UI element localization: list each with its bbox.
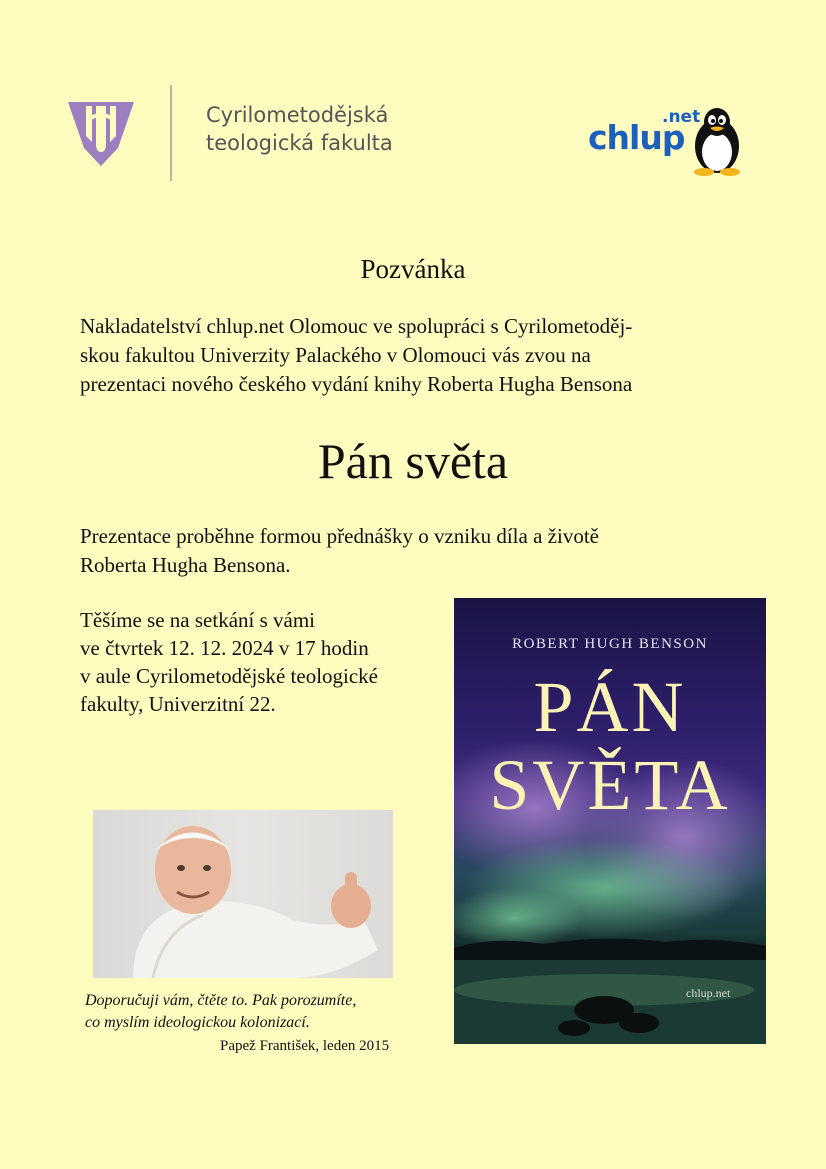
quote-line-2: co myslím ideologickou kolonizací.	[85, 1014, 310, 1031]
event-line-4: fakulty, Univerzitní 22.	[80, 692, 276, 716]
intro-paragraph	[80, 312, 760, 399]
tux-penguin-icon	[688, 106, 746, 176]
event-line-2: ve čtvrtek 12. 12. 2024 v 17 hodin	[80, 636, 369, 660]
cover-title	[454, 668, 766, 824]
presentation-line-1: Prezentace proběhne formou přednášky o vzniku díla a životě	[80, 524, 599, 548]
faculty-name	[206, 101, 393, 157]
intro-line-2: skou fakultou Univerzity Palackého v Olomouci vás zvou na	[80, 343, 591, 367]
publisher-logo-suffix: .net	[662, 107, 701, 127]
pope-photo	[93, 810, 393, 978]
presentation-line-2: Roberta Hugha Bensona.	[80, 553, 291, 577]
upol-shield-icon	[66, 96, 136, 168]
cover-author: ROBERT HUGH BENSON	[512, 636, 708, 652]
invitation-title: Pozvánka	[360, 254, 466, 284]
faculty-line-1: Cyrilometodějská	[206, 103, 389, 127]
cover-publisher: chlup.net	[686, 986, 731, 1000]
cover-title-line-1: PÁN	[533, 667, 687, 747]
presentation-paragraph	[80, 522, 599, 580]
header-divider	[170, 85, 172, 181]
cover-title-line-2: SVĚTA	[489, 745, 731, 825]
event-details	[80, 606, 378, 718]
book-cover-image	[454, 598, 766, 1044]
pope-quote	[85, 990, 356, 1034]
pope-thumbs-up-illustration	[93, 810, 393, 978]
quote-line-1: Doporučuji vám, čtěte to. Pak porozumíte,	[85, 992, 357, 1009]
intro-line-3: prezentaci nového českého vydání knihy Roberta Hugha Bensona	[80, 372, 633, 396]
quote-author: Papež František, leden 2015	[220, 1038, 390, 1054]
book-title: Pán světa	[317, 433, 509, 489]
publisher-logo-text: chlup	[588, 118, 685, 157]
intro-line-1: Nakladatelství chlup.net Olomouc ve spolupráci s Cyrilometoděj-	[80, 314, 633, 338]
event-line-3: v aule Cyrilometodějské teologické	[80, 664, 378, 688]
faculty-line-2: teologická fakulta	[206, 131, 393, 155]
event-line-1: Těšíme se na setkání s vámi	[80, 608, 316, 632]
